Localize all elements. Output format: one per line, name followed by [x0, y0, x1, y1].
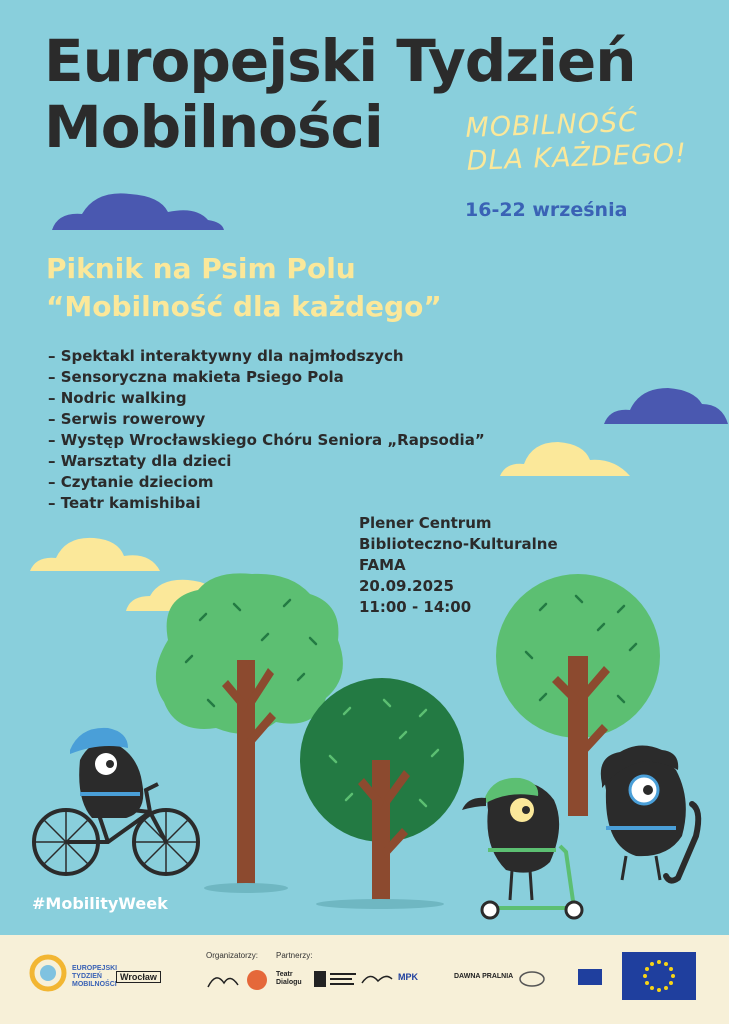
cloud-icon — [604, 388, 728, 424]
partner-logo-icon — [518, 969, 546, 989]
venue-line-2: Biblioteczno-Kulturalne — [359, 535, 558, 553]
activity-list — [48, 346, 485, 514]
event-title — [46, 250, 442, 326]
eu-flag-icon — [622, 952, 696, 1000]
etm-logo-text: EUROPEJSKI TYDZIEŃ MOBILNOŚCI — [72, 965, 118, 988]
title-line-2: Mobilności — [44, 93, 383, 161]
list-item: – Nodric walking — [48, 389, 187, 407]
event-title-line-1: Piknik na Psim Polu — [46, 252, 356, 285]
cloud-icon — [500, 442, 630, 476]
event-date: 20.09.2025 — [359, 577, 454, 595]
hashtag: #MobilityWeek — [32, 894, 168, 913]
organizers-label: Organizatorzy: — [206, 951, 259, 960]
etm-logo-icon — [28, 953, 68, 993]
slogan-line-2: DLA KAŻDEGO! — [466, 138, 688, 177]
scooter-character — [462, 778, 582, 918]
list-item: – Serwis rowerowy — [48, 410, 206, 428]
list-item: – Sensoryczna makieta Psiego Pola — [48, 368, 344, 386]
skateboard-character — [601, 745, 698, 880]
tree-icon — [300, 678, 464, 909]
venue-line-1: Plener Centrum — [359, 514, 492, 532]
partner-logo-icon — [246, 969, 268, 991]
list-item: – Teatr kamishibai — [48, 494, 201, 512]
cyclist-character — [34, 728, 198, 874]
cloud-icon — [52, 193, 224, 230]
title-line-1: Europejski Tydzień — [44, 27, 636, 95]
eu-small-logo-icon — [578, 969, 602, 987]
list-item: – Spektakl interaktywny dla najmłodszych — [48, 347, 404, 365]
list-item: – Czytanie dzieciom — [48, 473, 214, 491]
event-title-line-2: “Mobilność dla każdego” — [46, 290, 442, 323]
partners-label: Partnerzy: — [276, 951, 313, 960]
fama-logo-icon — [360, 969, 394, 989]
teatr-dialogu-logo: Teatr Dialogu — [276, 971, 302, 986]
event-dates: 16-22 września — [465, 199, 628, 221]
venue-info — [359, 513, 558, 618]
mpk-logo: MPK — [398, 972, 418, 982]
list-item: – Występ Wrocławskiego Chóru Seniora „Rapsodia” — [48, 431, 485, 449]
wroclaw-logo: Wrocław — [116, 971, 161, 983]
art-logo-icon — [206, 969, 240, 991]
event-time: 11:00 - 14:00 — [359, 598, 472, 616]
slogan-line-1: MOBILNOŚĆ — [464, 106, 639, 144]
list-item: – Warsztaty dla dzieci — [48, 452, 232, 470]
dawna-pralnia-logo: DAWNA PRALNIA — [454, 973, 514, 980]
venue-line-3: FAMA — [359, 556, 406, 574]
cloud-icon — [30, 538, 160, 571]
library-logo-icon — [314, 969, 356, 989]
footer-logos — [0, 935, 729, 1024]
